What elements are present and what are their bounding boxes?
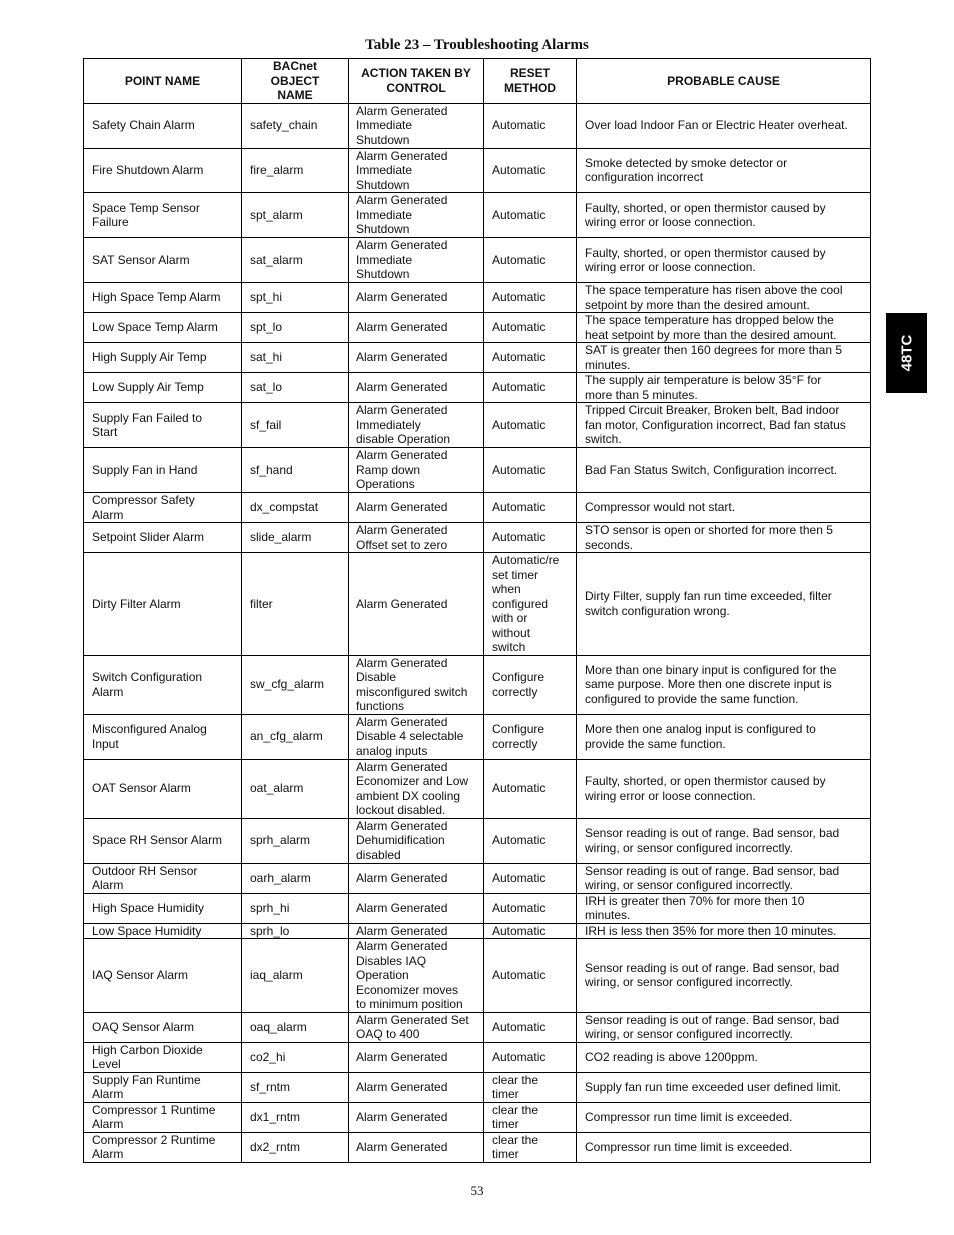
table-row [84,863,871,893]
cell-point-name: Outdoor RH Sensor Alarm [84,863,242,893]
cell-point-name: High Space Humidity [84,893,242,923]
cell-action-taken: Alarm Generated [349,493,484,523]
section-side-tab [886,313,927,393]
table-row [84,193,871,238]
header-bacnet-object-name: BACnet OBJECT NAME [242,59,349,104]
cell-probable-cause: Sensor reading is out of range. Bad sensor, bad wiring, or sensor configured incorrectly. [577,818,871,863]
cell-reset-method: clear the timer [484,1102,577,1132]
cell-bacnet-object-name: sprh_hi [242,893,349,923]
cell-action-taken: Alarm Generated Dehumidification disabled [349,818,484,863]
cell-bacnet-object-name: filter [242,553,349,656]
table-row [84,893,871,923]
cell-bacnet-object-name: sat_hi [242,343,349,373]
cell-action-taken: Alarm Generated Immediate Shutdown [349,103,484,148]
table-row [84,313,871,343]
cell-point-name: Compressor Safety Alarm [84,493,242,523]
cell-action-taken: Alarm Generated [349,373,484,403]
table-row [84,103,871,148]
cell-bacnet-object-name: dx1_rntm [242,1102,349,1132]
cell-bacnet-object-name: dx_compstat [242,493,349,523]
cell-probable-cause: Faulty, shorted, or open thermistor caused by wiring error or loose connection. [577,193,871,238]
cell-reset-method: clear the timer [484,1072,577,1102]
cell-bacnet-object-name: sat_lo [242,373,349,403]
cell-point-name: IAQ Sensor Alarm [84,939,242,1013]
cell-bacnet-object-name: safety_chain [242,103,349,148]
cell-action-taken: Alarm Generated Disable 4 selectable analog inputs [349,714,484,759]
cell-bacnet-object-name: sf_fail [242,403,349,448]
cell-action-taken: Alarm Generated [349,343,484,373]
cell-point-name: Supply Fan in Hand [84,448,242,493]
cell-probable-cause: STO sensor is open or shorted for more then 5 seconds. [577,523,871,553]
header-probable-cause: PROBABLE CAUSE [577,59,871,104]
table-row [84,714,871,759]
cell-action-taken: Alarm Generated Offset set to zero [349,523,484,553]
cell-reset-method: Automatic [484,148,577,193]
cell-reset-method: Automatic [484,313,577,343]
cell-probable-cause: Dirty Filter, supply fan run time exceeded, filter switch configuration wrong. [577,553,871,656]
cell-reset-method: Automatic/re set timer when configured with or without switch [484,553,577,656]
cell-action-taken: Alarm Generated Disable misconfigured switch functions [349,655,484,714]
table-row [84,283,871,313]
table-row [84,1102,871,1132]
cell-action-taken: Alarm Generated Immediate Shutdown [349,148,484,193]
cell-reset-method: Automatic [484,493,577,523]
cell-reset-method: Automatic [484,373,577,403]
cell-probable-cause: IRH is less then 35% for more then 10 minutes. [577,923,871,939]
cell-reset-method: Automatic [484,759,577,818]
cell-bacnet-object-name: sf_hand [242,448,349,493]
cell-probable-cause: Bad Fan Status Switch, Configuration incorrect. [577,448,871,493]
header-action-taken: ACTION TAKEN BY CONTROL [349,59,484,104]
cell-point-name: Compressor 2 Runtime Alarm [84,1132,242,1162]
table-row [84,403,871,448]
cell-action-taken: Alarm Generated [349,553,484,656]
cell-probable-cause: More then one analog input is configured to provide the same function. [577,714,871,759]
cell-point-name: High Carbon Dioxide Level [84,1042,242,1072]
cell-probable-cause: IRH is greater then 70% for more then 10 minutes. [577,893,871,923]
cell-reset-method: Automatic [484,893,577,923]
header-reset-method: RESET METHOD [484,59,577,104]
cell-reset-method: Automatic [484,863,577,893]
table-title: Table 23 – Troubleshooting Alarms [365,37,589,53]
table-header-row [84,59,871,104]
cell-point-name: SAT Sensor Alarm [84,238,242,283]
cell-reset-method: Automatic [484,523,577,553]
cell-point-name: High Space Temp Alarm [84,283,242,313]
table-row [84,448,871,493]
cell-point-name: Safety Chain Alarm [84,103,242,148]
cell-probable-cause: Compressor run time limit is exceeded. [577,1132,871,1162]
cell-reset-method: Configure correctly [484,714,577,759]
cell-probable-cause: Smoke detected by smoke detector or configuration incorrect [577,148,871,193]
cell-point-name: OAT Sensor Alarm [84,759,242,818]
cell-reset-method: Configure correctly [484,655,577,714]
cell-probable-cause: Sensor reading is out of range. Bad sensor, bad wiring, or sensor configured incorrectly. [577,863,871,893]
cell-point-name: Space RH Sensor Alarm [84,818,242,863]
table-row [84,655,871,714]
cell-point-name: Misconfigured Analog Input [84,714,242,759]
cell-probable-cause: Sensor reading is out of range. Bad sensor, bad wiring, or sensor configured incorrectly. [577,939,871,1013]
cell-action-taken: Alarm Generated Disables IAQ Operation Economizer moves to minimum position [349,939,484,1013]
cell-bacnet-object-name: spt_alarm [242,193,349,238]
cell-action-taken: Alarm Generated Immediate Shutdown [349,238,484,283]
cell-action-taken: Alarm Generated Immediate Shutdown [349,193,484,238]
cell-bacnet-object-name: co2_hi [242,1042,349,1072]
cell-probable-cause: The supply air temperature is below 35°F for more than 5 minutes. [577,373,871,403]
cell-action-taken: Alarm Generated [349,893,484,923]
table-row [84,1072,871,1102]
header-point-name: POINT NAME [84,59,242,104]
cell-reset-method: clear the timer [484,1132,577,1162]
cell-probable-cause: Supply fan run time exceeded user defined limit. [577,1072,871,1102]
cell-point-name: Low Space Humidity [84,923,242,939]
cell-bacnet-object-name: sprh_lo [242,923,349,939]
cell-action-taken: Alarm Generated [349,1132,484,1162]
cell-bacnet-object-name: oat_alarm [242,759,349,818]
table-row [84,343,871,373]
cell-reset-method: Automatic [484,103,577,148]
cell-point-name: Setpoint Slider Alarm [84,523,242,553]
cell-bacnet-object-name: oarh_alarm [242,863,349,893]
cell-probable-cause: Sensor reading is out of range. Bad sensor, bad wiring, or sensor configured incorrectly. [577,1012,871,1042]
cell-probable-cause: More than one binary input is configured for the same purpose. More then one discrete input is configured to provide the same function. [577,655,871,714]
cell-reset-method: Automatic [484,238,577,283]
cell-action-taken: Alarm Generated [349,283,484,313]
cell-action-taken: Alarm Generated [349,863,484,893]
cell-action-taken: Alarm Generated [349,313,484,343]
cell-probable-cause: Over load Indoor Fan or Electric Heater overheat. [577,103,871,148]
cell-point-name: OAQ Sensor Alarm [84,1012,242,1042]
table-row [84,1042,871,1072]
cell-point-name: Low Supply Air Temp [84,373,242,403]
cell-bacnet-object-name: iaq_alarm [242,939,349,1013]
cell-point-name: Compressor 1 Runtime Alarm [84,1102,242,1132]
cell-action-taken: Alarm Generated Economizer and Low ambient DX cooling lockout disabled. [349,759,484,818]
cell-bacnet-object-name: fire_alarm [242,148,349,193]
cell-point-name: Supply Fan Runtime Alarm [84,1072,242,1102]
cell-point-name: Fire Shutdown Alarm [84,148,242,193]
cell-probable-cause: The space temperature has risen above the cool setpoint by more than the desired amount. [577,283,871,313]
cell-point-name: Space Temp Sensor Failure [84,193,242,238]
cell-reset-method: Automatic [484,939,577,1013]
cell-bacnet-object-name: spt_hi [242,283,349,313]
cell-bacnet-object-name: dx2_rntm [242,1132,349,1162]
cell-reset-method: Automatic [484,283,577,313]
side-tab-label: 48TC [898,334,915,372]
table-row [84,939,871,1013]
table-row [84,923,871,939]
cell-bacnet-object-name: slide_alarm [242,523,349,553]
table-row [84,148,871,193]
cell-action-taken: Alarm Generated Immediately disable Operation [349,403,484,448]
troubleshooting-alarms-table [83,58,871,1163]
cell-reset-method: Automatic [484,403,577,448]
cell-probable-cause: Faulty, shorted, or open thermistor caused by wiring error or loose connection. [577,238,871,283]
table-row [84,1132,871,1162]
cell-bacnet-object-name: oaq_alarm [242,1012,349,1042]
cell-probable-cause: The space temperature has dropped below the heat setpoint by more than the desired amount. [577,313,871,343]
cell-action-taken: Alarm Generated [349,923,484,939]
cell-reset-method: Automatic [484,448,577,493]
cell-action-taken: Alarm Generated Set OAQ to 400 [349,1012,484,1042]
cell-probable-cause: CO2 reading is above 1200ppm. [577,1042,871,1072]
cell-bacnet-object-name: sat_alarm [242,238,349,283]
cell-point-name: Low Space Temp Alarm [84,313,242,343]
cell-probable-cause: Tripped Circuit Breaker, Broken belt, Bad indoor fan motor, Configuration incorrect, Bad fan status switch. [577,403,871,448]
cell-reset-method: Automatic [484,923,577,939]
cell-bacnet-object-name: an_cfg_alarm [242,714,349,759]
cell-point-name: Switch Configuration Alarm [84,655,242,714]
cell-action-taken: Alarm Generated [349,1102,484,1132]
cell-reset-method: Automatic [484,343,577,373]
cell-probable-cause: Compressor would not start. [577,493,871,523]
page-number: 53 [470,1183,484,1198]
cell-probable-cause: Compressor run time limit is exceeded. [577,1102,871,1132]
table-row [84,373,871,403]
cell-action-taken: Alarm Generated Ramp down Operations [349,448,484,493]
cell-probable-cause: SAT is greater then 160 degrees for more than 5 minutes. [577,343,871,373]
table-row [84,818,871,863]
cell-point-name: Supply Fan Failed to Start [84,403,242,448]
cell-bacnet-object-name: sw_cfg_alarm [242,655,349,714]
table-row [84,759,871,818]
cell-action-taken: Alarm Generated [349,1072,484,1102]
cell-probable-cause: Faulty, shorted, or open thermistor caused by wiring error or loose connection. [577,759,871,818]
cell-bacnet-object-name: spt_lo [242,313,349,343]
table-row [84,1012,871,1042]
cell-reset-method: Automatic [484,818,577,863]
table-body [84,103,871,1162]
table-row [84,493,871,523]
cell-reset-method: Automatic [484,193,577,238]
cell-bacnet-object-name: sf_rntm [242,1072,349,1102]
cell-reset-method: Automatic [484,1042,577,1072]
cell-point-name: Dirty Filter Alarm [84,553,242,656]
cell-point-name: High Supply Air Temp [84,343,242,373]
table-row [84,553,871,656]
table-row [84,238,871,283]
table-row [84,523,871,553]
cell-bacnet-object-name: sprh_alarm [242,818,349,863]
cell-action-taken: Alarm Generated [349,1042,484,1072]
cell-reset-method: Automatic [484,1012,577,1042]
